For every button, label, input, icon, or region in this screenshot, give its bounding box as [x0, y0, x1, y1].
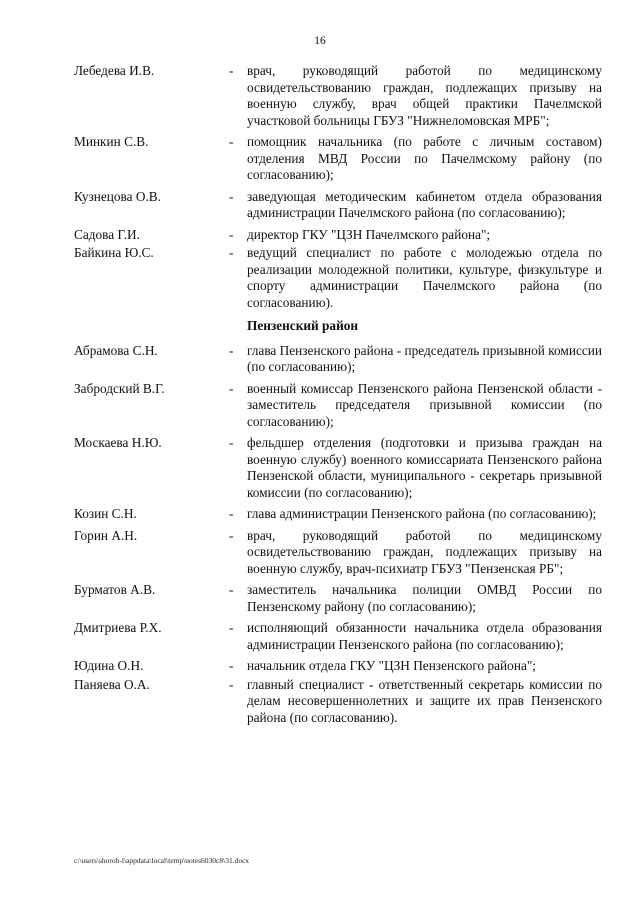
member-position: ведущий специалист по работе с молодежью отдела по реализации молодежной политики, культуре, физкультуре и спорту администрации Пачелмского района (по согласованию).: [247, 245, 602, 310]
dash-separator: -: [229, 620, 234, 635]
member-row: [74, 189, 602, 222]
member-name: Минкин С.В.: [74, 134, 149, 149]
member-row: [74, 343, 602, 376]
member-position: директор ГКУ "ЦЗН Пачелмского района";: [247, 226, 491, 242]
member-position: глава Пензенского района - председатель призывной комиссии (по согласованию);: [247, 342, 602, 374]
member-position: военный комиссар Пензенского района Пензенской области - заместитель председателя призывной комиссии (по согласованию);: [247, 380, 602, 429]
member-row: [74, 677, 602, 727]
member-name: Бурматов А.В.: [74, 582, 156, 597]
member-position: начальник отдела ГКУ "ЦЗН Пензенского района";: [247, 658, 536, 673]
member-position: главный специалист - ответственный секретарь комиссии по делам несовершеннолетних и защите их прав Пензенского района (по согласованию).: [247, 676, 602, 725]
dash-separator: -: [229, 342, 234, 358]
dash-separator: -: [229, 658, 234, 673]
member-row: [74, 245, 602, 311]
member-name: Кузнецова О.В.: [74, 188, 162, 204]
member-position: глава администрации Пензенского района (по согласованию);: [247, 506, 597, 521]
member-row: [74, 582, 602, 615]
member-row: [74, 528, 602, 578]
document-file-path: c:\users\shoroh-l\appdata\local\temp\notes6030c8\31.docx: [74, 856, 250, 865]
member-position: заведующая методическим кабинетом отдела образования администрации Пачелмского района (по согласованию);: [247, 188, 602, 220]
dash-separator: -: [229, 582, 234, 597]
dash-separator: -: [229, 134, 234, 149]
member-name: Дмитриева Р.Х.: [74, 620, 162, 635]
page-number: 16: [314, 35, 326, 47]
member-name: Козин С.Н.: [74, 506, 137, 521]
member-name: Забродский В.Г.: [74, 380, 165, 396]
member-position: фельдшер отделения (подготовки и призыва граждан на военную службу) военного комиссариата Пензенского района Пензенской области, муниципального - секретарь призывной комиссии (по согласованию);: [247, 435, 602, 500]
dash-separator: -: [229, 380, 234, 396]
member-row: [74, 620, 602, 653]
member-name: Лебедева И.В.: [74, 63, 155, 78]
member-name: Байкина Ю.С.: [74, 245, 154, 260]
dash-separator: -: [229, 245, 234, 260]
dash-separator: -: [229, 676, 234, 692]
member-row: [74, 381, 602, 431]
member-position: помощник начальника (по работе с личным составом) отделения МВД России по Пачелмскому району (по согласованию);: [247, 134, 602, 182]
dash-separator: -: [229, 63, 234, 78]
member-position: врач, руководящий работой по медицинскому освидетельствованию граждан, подлежащих призыву на военную службу, врач-психиатр ГБУЗ "Пензенская РБ";: [247, 527, 602, 576]
member-row: [74, 435, 602, 501]
penza-members: [74, 343, 602, 727]
member-position: заместитель начальника полиции ОМВД России по Пензенскому району (по согласованию);: [247, 582, 602, 614]
member-name: Садова Г.И.: [74, 226, 140, 242]
dash-separator: -: [229, 226, 234, 242]
member-row: [74, 63, 602, 129]
commission-member-list: [74, 63, 602, 731]
member-position: исполняющий обязанности начальника отдела образования администрации Пензенского района (по согласованию);: [247, 620, 602, 652]
dash-separator: -: [229, 506, 234, 521]
dash-separator: -: [229, 188, 234, 204]
member-row: [74, 227, 602, 244]
member-row: [74, 658, 602, 675]
member-position: врач, руководящий работой по медицинскому освидетельствованию граждан, подлежащих призыву на военную службу, врач общей практики Пачелмской участковой больницы ГБУЗ "Нижнеломовская МРБ";: [247, 63, 602, 128]
member-name: Паняева О.А.: [74, 676, 150, 692]
pachelma-members: [74, 63, 602, 311]
dash-separator: -: [229, 435, 234, 450]
member-name: Абрамова С.Н.: [74, 342, 158, 358]
member-row: [74, 506, 602, 523]
member-name: Москаева Н.Ю.: [74, 435, 162, 450]
section-title: Пензенский район: [247, 318, 359, 333]
member-name: Горин А.Н.: [74, 527, 138, 543]
member-name: Юдина О.Н.: [74, 658, 144, 673]
member-row: [74, 134, 602, 184]
dash-separator: -: [229, 527, 234, 543]
